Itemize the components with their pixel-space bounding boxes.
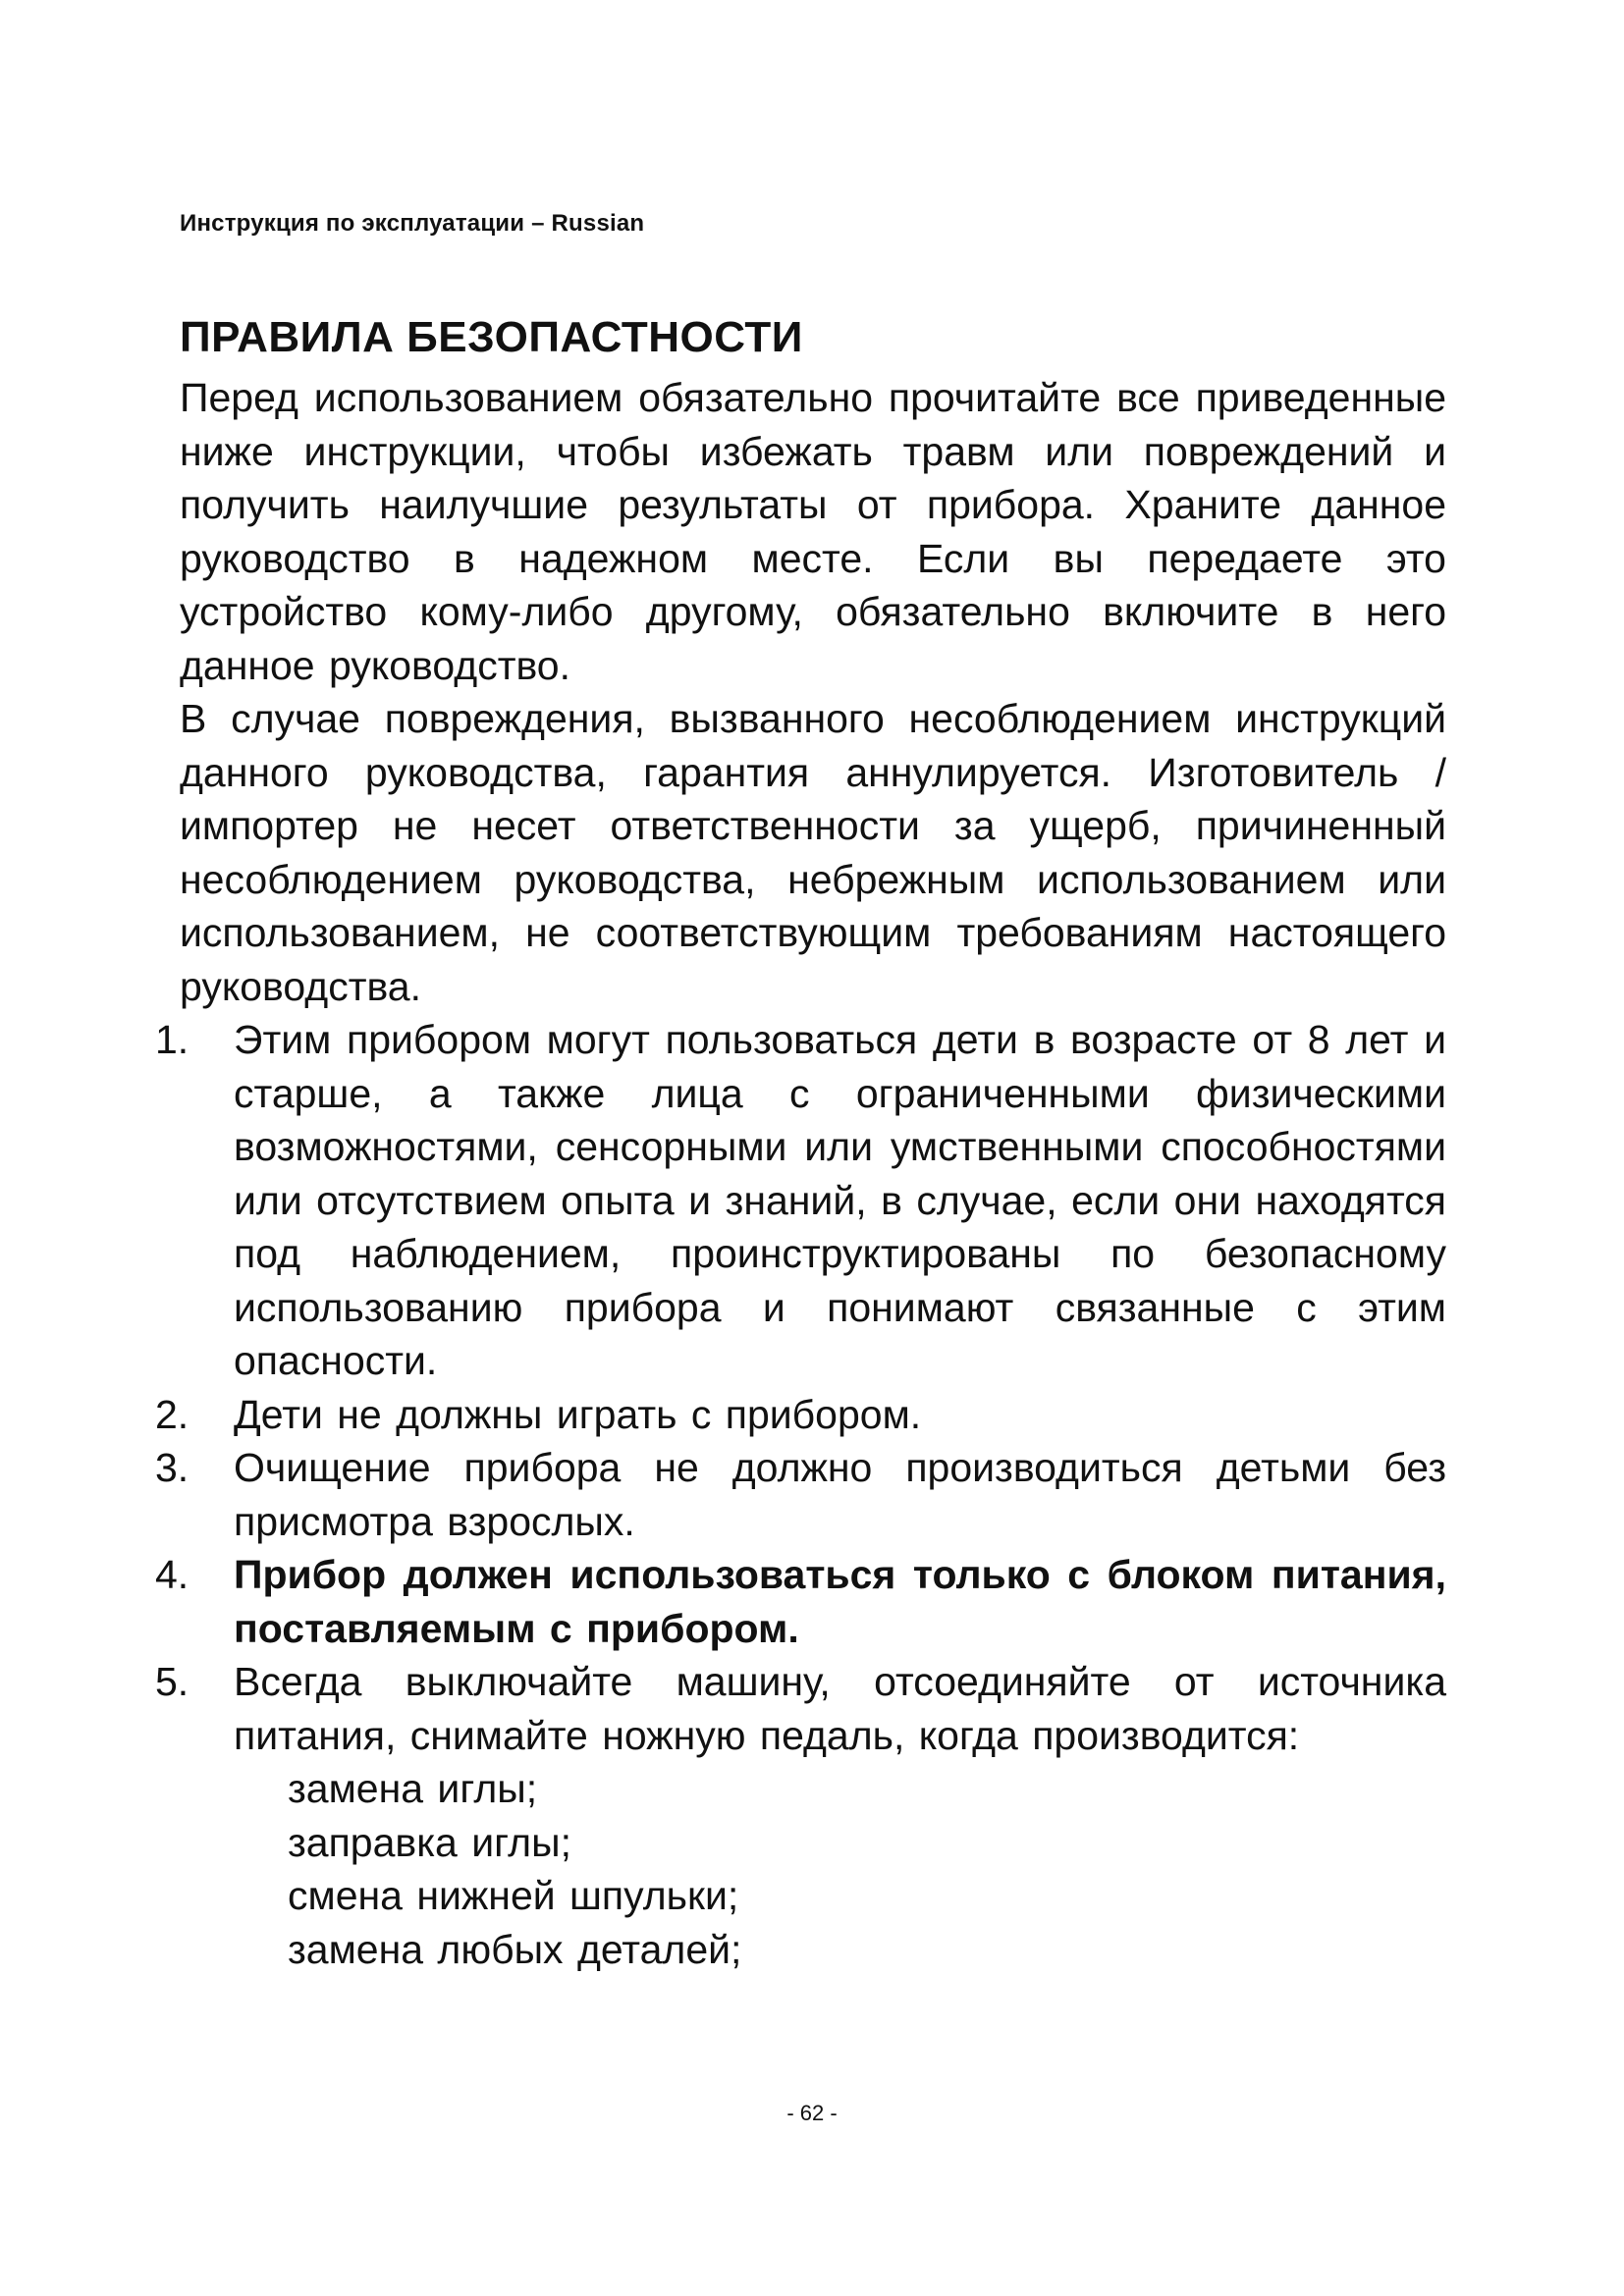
section-title: ПРАВИЛА БЕЗОПАСТНОСТИ <box>180 313 803 361</box>
rule-text: Этим прибором могут пользоваться дети в возрасте от 8 лет и старше, а также лица с ограниченными физическими возможностями, сенсорными или умственными способностями или отсутствием опыта и знаний, в случае, если они находятся под наблюдением, проинструктированы по безопасному использованию прибора и понимают связанные с этим опасности. <box>234 1017 1446 1383</box>
document-header: Инструкция по эксплуатации – Russian <box>180 210 645 237</box>
rule-item <box>155 1013 1446 1388</box>
document-content <box>155 310 1446 1976</box>
intro-paragraph: Перед использованием обязательно прочитайте все приведенные ниже инструкции, чтобы избежать травм или повреждений и получить наилучшие результаты от прибора. Храните данное руководство в надежном месте. Если вы передаете это устройство кому-либо другому, обязательно включите в него данное руководство. <box>180 375 1446 688</box>
rule-sub-item: замена любых деталей; <box>288 1926 742 1972</box>
rule-number: 5. <box>155 1659 189 1704</box>
safety-rules-list <box>155 1013 1446 1976</box>
rule-number: 2. <box>155 1391 189 1437</box>
rule-text: Дети не должны играть с прибором. <box>234 1391 922 1437</box>
rule-item-emphasized <box>155 1548 1446 1655</box>
rule-number: 1. <box>155 1017 189 1062</box>
rule-sub-item: заправка иглы; <box>288 1819 571 1865</box>
rule-item <box>155 1655 1446 1976</box>
rule-number: 3. <box>155 1445 189 1490</box>
intro-paragraph: В случае повреждения, вызванного несоблюдением инструкций данного руководства, гарантия аннулируется. Изготовитель / импортер не несет ответственности за ущерб, причиненный несоблюдением руководства, небрежным использованием или использованием, не соответствующим требованиям настоящего руководства. <box>180 696 1446 1009</box>
rule-sub-item: замена иглы; <box>288 1766 538 1811</box>
intro-text <box>180 371 1446 1013</box>
rule-item <box>155 1388 1446 1442</box>
rule-sub-list <box>234 1762 1446 1976</box>
rule-number: 4. <box>155 1552 189 1597</box>
rule-item <box>155 1441 1446 1548</box>
rule-text: Прибор должен использоваться только с блоком питания, поставляемым с прибором. <box>234 1552 1446 1651</box>
page-number: - 62 - <box>786 2101 838 2125</box>
rule-sub-item: смена нижней шпульки; <box>288 1873 739 1918</box>
rule-text: Очищение прибора не должно производиться детьми без присмотра взрослых. <box>234 1445 1446 1544</box>
rule-text: Всегда выключайте машину, отсоединяйте от источника питания, снимайте ножную педаль, когда производится: <box>234 1659 1446 1758</box>
